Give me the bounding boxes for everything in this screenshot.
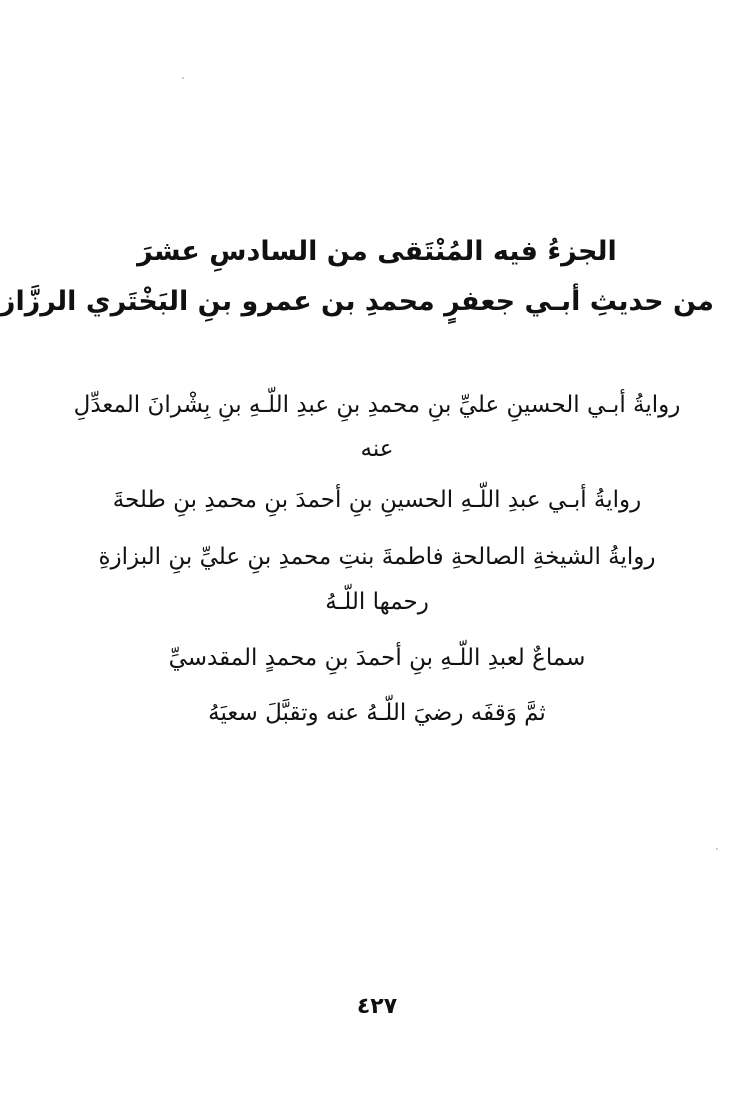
scan-speck [716,848,718,850]
transmission-line-5: رحمها اللّـهُ [325,589,429,615]
title-line-2: من حديثِ أبـي جعفرٍ محمدِ بن عمرو بنِ البَخْتَري الرزَّاز [0,286,714,317]
transmission-line-3: روايةُ أبـي عبدِ اللّـهِ الحسينِ بنِ أحمدَ بنِ محمدِ بنِ طلحةَ [112,487,642,513]
endowment-line: ثمَّ وَقفَه رضيَ اللّـهُ عنه وتقبَّلَ سعيَهُ [208,700,546,726]
title-line-1: الجزءُ فيه المُنْتَقى من السادسِ عشرَ [137,236,617,267]
page-number: ٤٢٧ [356,994,398,1019]
transmission-line-2: عنه [360,436,394,462]
transmission-line-1: روايةُ أبـي الحسينِ عليِّ بنِ محمدِ بنِ عبدِ اللّـهِ بنِ بِشْرانَ المعدِّلِ [73,392,681,418]
transmission-line-4: روايةُ الشيخةِ الصالحةِ فاطمةَ بنتِ محمدِ بنِ عليِّ بنِ البزازةِ [98,544,656,570]
audition-line: سماعٌ لعبدِ اللّـهِ بنِ أحمدَ بنِ محمدٍ المقدسيِّ [168,645,586,671]
scan-speck [182,77,184,79]
